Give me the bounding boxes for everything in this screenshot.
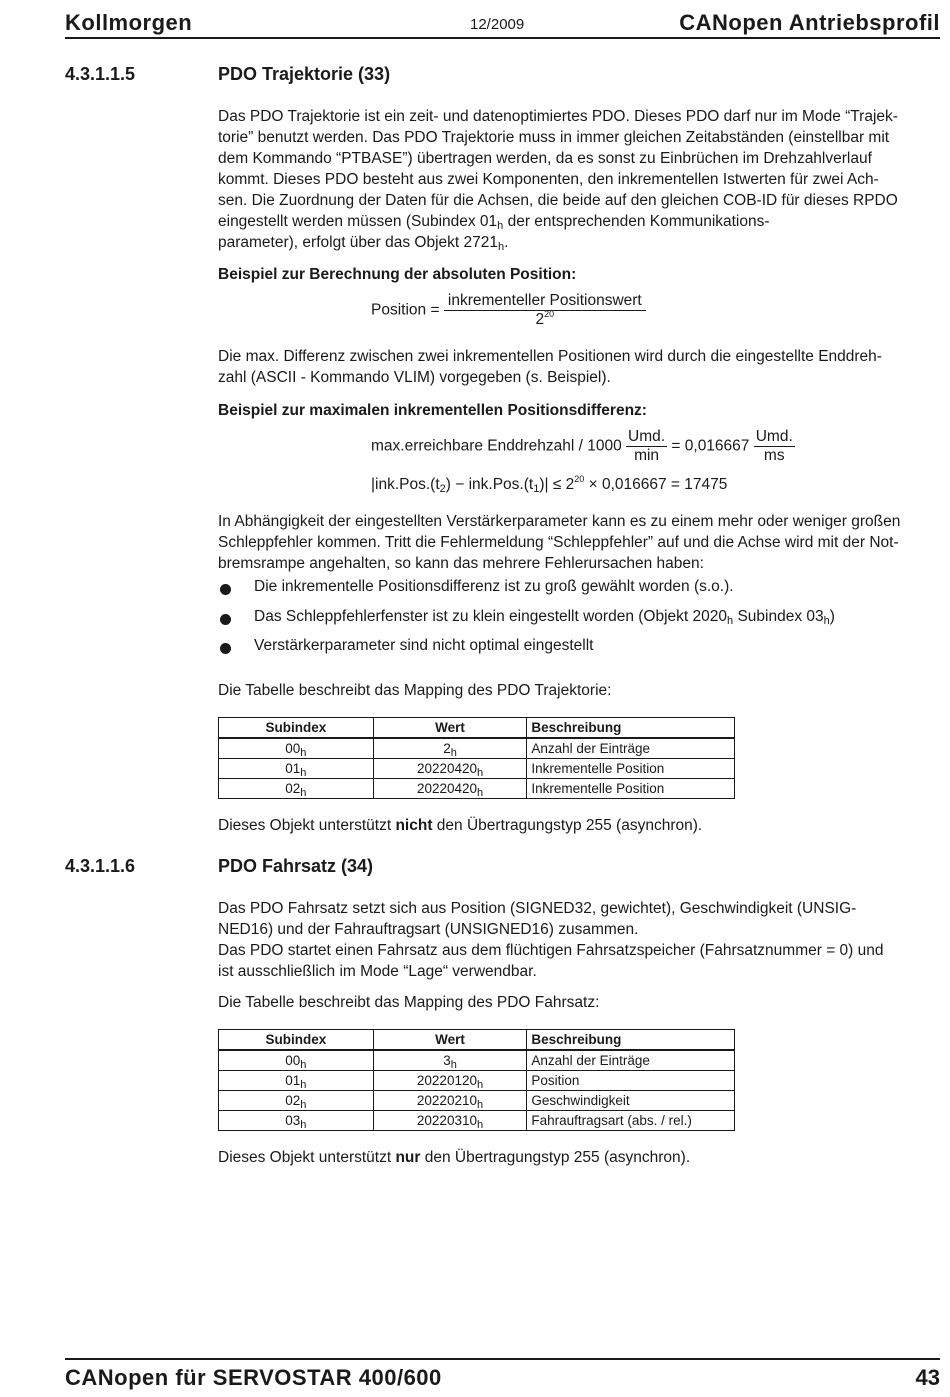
table-intro: Die Tabelle beschreibt das Mapping des PDO Fahrsatz: xyxy=(218,994,600,1011)
table-row xyxy=(219,779,735,799)
formula-subscript: 2 xyxy=(439,483,446,495)
cell-value: 00 xyxy=(285,1053,301,1068)
hex-suffix: h xyxy=(476,1079,484,1091)
hex-suffix: h xyxy=(823,615,830,627)
table-row xyxy=(219,1111,735,1131)
cell-value: 00 xyxy=(285,741,301,756)
bullet-item xyxy=(254,608,835,626)
text-segment: den Übertragungstyp 255 (asynchron). xyxy=(432,817,703,834)
hex-suffix: h xyxy=(476,1119,484,1131)
formula-numerator: Umd. xyxy=(628,428,666,445)
formula-lhs: Position = xyxy=(371,301,440,319)
cell-beschreibung: Anzahl der Einträge xyxy=(527,1050,735,1071)
column-header-beschreibung: Beschreibung xyxy=(527,718,735,739)
hex-suffix: h xyxy=(476,1099,484,1111)
bullet-item: Die inkrementelle Positionsdifferenz ist zu groß gewählt worden (s.o.). xyxy=(254,578,734,595)
paragraph xyxy=(218,346,940,388)
text-segment: Dieses Objekt unterstützt xyxy=(218,817,396,834)
formula-text: )| ≤ 2 xyxy=(539,476,575,493)
page-number: 43 xyxy=(915,1365,940,1390)
text-segment: . xyxy=(504,234,509,251)
text-line: Das PDO Fahrsatz setzt sich aus Position (SIGNED32, gewichtet), Geschwindigkeit (UNSIG- xyxy=(218,900,857,917)
header-brand: Kollmorgen xyxy=(65,10,193,35)
table-intro: Die Tabelle beschreibt das Mapping des PDO Trajektorie: xyxy=(218,682,612,699)
emphasis: nur xyxy=(395,1149,421,1166)
hex-suffix: h xyxy=(727,615,734,627)
formula-fraction xyxy=(444,292,646,329)
formula-text: max.erreichbare Enddrehzahl / 1000 xyxy=(371,437,622,455)
paragraph xyxy=(218,511,940,574)
column-header-wert: Wert xyxy=(373,1030,527,1051)
cell-value: 20220310 xyxy=(416,1113,477,1128)
column-header-wert: Wert xyxy=(373,718,527,739)
formula-text: |ink.Pos.(t xyxy=(371,476,440,493)
mapping-table-trajektorie xyxy=(218,717,735,799)
formula-fraction xyxy=(626,428,667,465)
formula-numerator: Umd. xyxy=(755,428,793,445)
example-heading: Beispiel zur maximalen inkrementellen Positionsdifferenz: xyxy=(218,402,647,419)
section-title: PDO Trajektorie (33) xyxy=(218,64,391,84)
hex-suffix: h xyxy=(300,767,307,779)
footer-divider xyxy=(65,1358,940,1360)
bullet-item: Verstärkerparameter sind nicht optimal eingestellt xyxy=(254,637,594,654)
text-line: ist ausschließlich im Mode “Lage“ verwendbar. xyxy=(218,963,537,980)
header-doc-title: CANopen Antriebsprofil xyxy=(679,10,940,35)
cell-beschreibung: Fahrauftragsart (abs. / rel.) xyxy=(527,1111,735,1131)
table-row xyxy=(219,759,735,779)
formula-denominator xyxy=(444,311,646,329)
text-line: Die max. Differenz zwischen zwei inkrementellen Positionen wird durch die eingestellte Enddreh- xyxy=(218,348,882,365)
cell-beschreibung: Geschwindigkeit xyxy=(527,1091,735,1111)
cell-value: 01 xyxy=(285,1073,301,1088)
text-line xyxy=(218,211,940,232)
cell-wert xyxy=(373,1111,527,1131)
text-segment: der entsprechenden Kommunikations- xyxy=(503,213,770,230)
text-line: zahl (ASCII - Kommando VLIM) vorgegeben (s. Beispiel). xyxy=(218,369,611,386)
cell-wert xyxy=(373,779,527,799)
table-header-row xyxy=(219,718,735,739)
text-segment: Dieses Objekt unterstützt xyxy=(218,1149,396,1166)
hex-suffix: h xyxy=(498,241,505,253)
column-header-beschreibung: Beschreibung xyxy=(527,1030,735,1051)
cell-subindex xyxy=(219,1091,374,1111)
formula-numerator: inkrementeller Positionswert xyxy=(444,292,646,311)
section-number: 4.3.1.1.6 xyxy=(65,856,136,876)
formula-exponent: 20 xyxy=(574,474,585,484)
section-intro xyxy=(218,106,940,253)
formula-denominator: min xyxy=(634,447,660,464)
speed-formula xyxy=(371,428,795,465)
hex-suffix: h xyxy=(477,787,484,799)
cell-subindex xyxy=(219,759,374,779)
text-line: kommt. Dieses PDO besteht aus zwei Komponenten, den inkrementellen Istwerten für zwei Ach- xyxy=(218,171,879,188)
hex-suffix: h xyxy=(300,1059,307,1071)
cell-value: 20220420 xyxy=(416,761,478,776)
hex-suffix: h xyxy=(300,1099,307,1111)
example-heading: Beispiel zur Berechnung der absoluten Position: xyxy=(218,266,577,283)
table-row xyxy=(219,1071,735,1091)
text-segment: Das Schleppfehlerfenster ist zu klein eingestellt worden (Objekt 2020 xyxy=(254,608,728,625)
cell-value: 20220120 xyxy=(416,1073,477,1088)
hex-suffix: h xyxy=(300,787,307,799)
cell-wert xyxy=(373,759,527,779)
difference-formula xyxy=(371,476,727,494)
hex-suffix: h xyxy=(300,1079,307,1091)
text-line: bremsrampe angehalten, so kann das mehrere Fehlerursachen haben: xyxy=(218,555,704,572)
formula-exponent: 20 xyxy=(544,309,555,319)
cell-wert xyxy=(373,1050,527,1071)
formula-text: ) − ink.Pos.(t xyxy=(445,476,534,493)
transfer-type-note xyxy=(218,1147,940,1168)
text-line: torie” benutzt werden. Das PDO Trajektorie muss in immer gleichen Zeitabständen (einstellbar mit xyxy=(218,129,890,146)
text-line: Schleppfehler kommen. Tritt die Fehlermeldung “Schleppfehler” auf und die Achse wird mit der Not- xyxy=(218,534,899,551)
text-line: Das PDO Trajektorie ist ein zeit- und datenoptimiertes PDO. Dieses PDO darf nur im Mode “Trajek- xyxy=(218,108,898,125)
cell-wert xyxy=(373,1091,527,1111)
cell-subindex xyxy=(219,1111,374,1131)
cell-value: 02 xyxy=(285,781,301,796)
emphasis: nicht xyxy=(395,817,433,834)
cell-subindex xyxy=(219,779,374,799)
cell-subindex xyxy=(219,738,374,759)
cell-value: 20220420 xyxy=(416,781,478,796)
section-intro xyxy=(218,898,940,982)
text-line: In Abhängigkeit der eingestellten Verstärkerparameter kann es zu einem mehr oder weniger großen xyxy=(218,513,901,530)
cell-beschreibung: Position xyxy=(527,1071,735,1091)
text-line: Das PDO startet einen Fahrsatz aus dem flüchtigen Fahrsatzspeicher (Fahrsatznummer = 0) und xyxy=(218,942,884,959)
header-date: 12/2009 xyxy=(470,16,525,33)
hex-suffix: h xyxy=(450,1059,457,1071)
column-header-subindex: Subindex xyxy=(219,1030,374,1051)
cell-wert xyxy=(373,1071,527,1091)
cell-value: 03 xyxy=(285,1113,301,1128)
footer-doc-title: CANopen für SERVOSTAR 400/600 xyxy=(65,1365,442,1390)
cell-value: 2 xyxy=(443,741,451,756)
cell-value: 3 xyxy=(443,1053,451,1068)
cell-subindex xyxy=(219,1050,374,1071)
bullet-icon xyxy=(220,614,231,625)
column-header-subindex: Subindex xyxy=(219,718,374,739)
section-title: PDO Fahrsatz (34) xyxy=(218,856,374,876)
bullet-icon xyxy=(220,643,231,654)
text-segment: ) xyxy=(829,608,835,625)
bullet-icon xyxy=(220,584,231,595)
table-row xyxy=(219,1050,735,1071)
text-line: NED16) und der Fahrauftragsart (UNSIGNED16) zusammen. xyxy=(218,921,639,938)
formula-base: 2 xyxy=(535,311,545,328)
position-formula xyxy=(371,292,646,329)
formula-text: = 0,016667 xyxy=(671,437,750,455)
cell-wert xyxy=(373,738,527,759)
transfer-type-note xyxy=(218,815,940,836)
table-header-row xyxy=(219,1030,735,1051)
section-number: 4.3.1.1.5 xyxy=(65,64,136,84)
hex-suffix: h xyxy=(497,220,504,232)
hex-suffix: h xyxy=(450,747,457,759)
cell-value: 01 xyxy=(285,761,301,776)
cell-beschreibung: Inkrementelle Position xyxy=(527,779,735,799)
cell-beschreibung: Inkrementelle Position xyxy=(527,759,735,779)
cell-value: 20220210 xyxy=(416,1093,477,1108)
table-row xyxy=(219,738,735,759)
cell-beschreibung: Anzahl der Einträge xyxy=(527,738,735,759)
text-line: sen. Die Zuordnung der Daten für die Achsen, die beide auf den gleichen COB-ID für dieses RPDO xyxy=(218,192,898,209)
cell-subindex xyxy=(219,1071,374,1091)
cell-value: 02 xyxy=(285,1093,301,1108)
hex-suffix: h xyxy=(300,747,307,759)
text-segment: den Übertragungstyp 255 (asynchron). xyxy=(420,1149,691,1166)
formula-text: × 0,016667 = 17475 xyxy=(584,476,728,493)
text-line: dem Kommando “PTBASE”) übertragen werden, da es sonst zu Einbrüchen im Drehzahlverlauf xyxy=(218,150,872,167)
text-line xyxy=(218,232,940,253)
mapping-table-fahrsatz xyxy=(218,1029,735,1131)
text-segment: parameter), erfolgt über das Objekt 2721 xyxy=(218,234,499,251)
hex-suffix: h xyxy=(477,767,484,779)
formula-denominator: ms xyxy=(763,447,785,464)
formula-fraction xyxy=(754,428,795,465)
text-segment: Subindex 03 xyxy=(733,608,824,625)
hex-suffix: h xyxy=(300,1119,307,1131)
header-divider xyxy=(65,37,940,39)
table-row xyxy=(219,1091,735,1111)
text-segment: eingestellt werden müssen (Subindex 01 xyxy=(218,213,498,230)
formula-subscript: 1 xyxy=(533,483,540,495)
